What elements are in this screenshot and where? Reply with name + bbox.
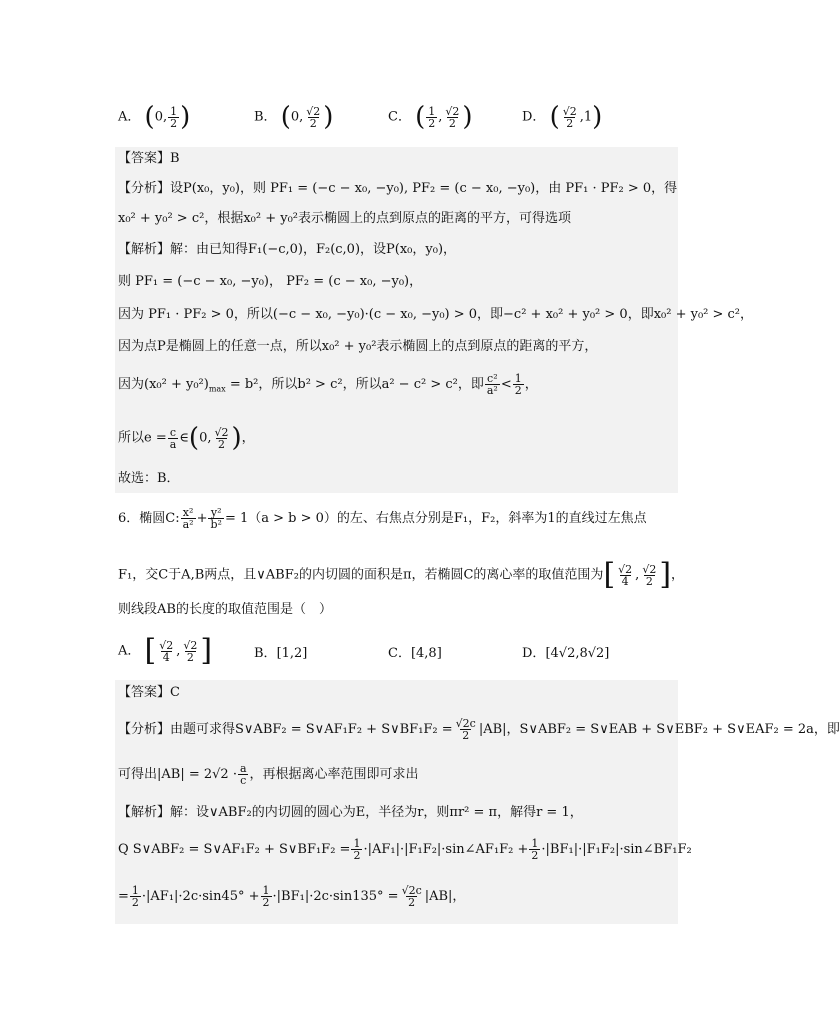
q5-option-c[interactable]: C． ( $\frac{1}{2}$ , $\frac{√2}{2}$ ) xyxy=(388,102,473,132)
q5-solution-line-6: 所以e = $\frac{c}{a}$ ∈(0, $\frac{√2}{2}$ )， xyxy=(118,423,255,453)
q6-option-a[interactable]: A． [ $\frac{√2}{4}$ , $\frac{√2}{2}$ ] xyxy=(118,633,213,668)
q6-solution-line-3: = $\frac{1}{2}$ ·|AF₁|·2c·sin45° + $\frac{1}{2}$ ·|BF₁|·2c·sin135° = $\frac{√2c}{2}$ |AB|， xyxy=(118,884,466,909)
q5-option-b[interactable]: B． (0, $\frac{√2}{2}$ ) xyxy=(254,102,334,132)
q5-solution-line-7: 故选：B． xyxy=(118,471,180,486)
q5-solution-line-2: 则 PF₁ = (−c − x₀, −y₀)， PF₂ = (c − x₀, −y₀)， xyxy=(118,274,423,289)
q6-analysis-line-2: 可得出|AB| = 2√2 · $\frac{a}{c}$ ，再根据离心率范围即可求出 xyxy=(118,762,419,787)
q5-solution-line-3: 因为 PF₁ · PF₂ > 0，所以(−c − x₀, −y₀)·(c − x₀, −y₀) > 0，即−c² + x₀² + y₀² > 0，即x₀² + y₀² > c²， xyxy=(118,307,754,322)
q5-option-a[interactable]: A． (0, $\frac{1}{2}$ ) xyxy=(118,102,191,132)
q6-answer: 【答案】C xyxy=(118,685,180,700)
q6-stem-line-2: F₁，交C于A,B两点，且∨ABF₂的内切圆的面积是π，若椭圆C的离心率的取值范围为[ $\frac{√2}{4}$ , $\frac{√2}{2}$ ]， xyxy=(118,557,685,592)
q6-option-b[interactable]: B．[1,2] xyxy=(254,646,308,661)
q5-answer: 【答案】B xyxy=(118,151,180,166)
q6-solution-line-1: 【解析】解：设∨ABF₂的内切圆的圆心为E，半径为r，则πr² = π，解得r = 1， xyxy=(118,805,583,820)
q6-option-d[interactable]: D．[4√2,8√2] xyxy=(522,646,610,661)
q5-option-d[interactable]: D． ( $\frac{√2}{2}$ ,1) xyxy=(522,102,603,132)
q6-solution-line-2: Q S∨ABF₂ = S∨AF₁F₂ + S∨BF₁F₂ = $\frac{1}{2}$ ·|AF₁|·|F₁F₂|·sin∠AF₁F₂ + $\frac{1}{2}$ ·|BF₁|·|F₁F₂|·sin∠BF₁F₂ xyxy=(118,837,692,862)
q5-analysis-line-1: 【分析】设P(x₀，y₀)，则 PF₁ = (−c − x₀, −y₀), PF₂ = (c − x₀, −y₀)，由 PF₁ · PF₂ > 0，得 xyxy=(118,181,678,196)
q5-solution-line-5: 因为$(x_0^2 + y_0^2)_{max} = b^2$，所以b² > c²，所以a² − c² > c²，即 $\frac{\text{c²}}{\text{a²}}$ < $\frac{1}{2}$ ， xyxy=(118,372,538,397)
fraction: $\frac{1}{2}$ xyxy=(170,104,178,130)
q5-analysis-line-2: x₀² + y₀² > c²，根据x₀² + y₀²表示椭圆上的点到原点的距离的平方，可得选项 xyxy=(118,211,572,226)
q5-solution-line-4: 因为点P是椭圆上的任意一点，所以x₀² + y₀²表示椭圆上的点到原点的距离的平方， xyxy=(118,339,598,354)
fraction: $\frac{√2}{2}$ xyxy=(306,104,321,130)
q6-stem-line-1: 6．椭圆C: $\frac{\text{x²}}{\text{a²}}$ + $\frac{\text{y²}}{\text{b²}}$ = 1（a > b > 0）的左、右焦点分别是F₁，F₂，斜率为1的直线过左焦点 xyxy=(118,506,647,531)
q6-stem-line-3: 则线段AB的长度的取值范围是（ ） xyxy=(118,602,332,617)
q6-analysis-line-1: 【分析】由题可求得S∨ABF₂ = S∨AF₁F₂ + S∨BF₁F₂ = $\frac{√2c}{2}$ |AB|，S∨ABF₂ = S∨EAB + S∨EBF₂ + S∨EAF₂ = 2a，即 xyxy=(118,717,840,742)
q5-solution-line-1: 【解析】解：由已知得F₁(−c,0)，F₂(c,0)，设P(x₀，y₀)， xyxy=(118,242,457,257)
q6-option-c[interactable]: C．[4,8] xyxy=(388,646,442,661)
